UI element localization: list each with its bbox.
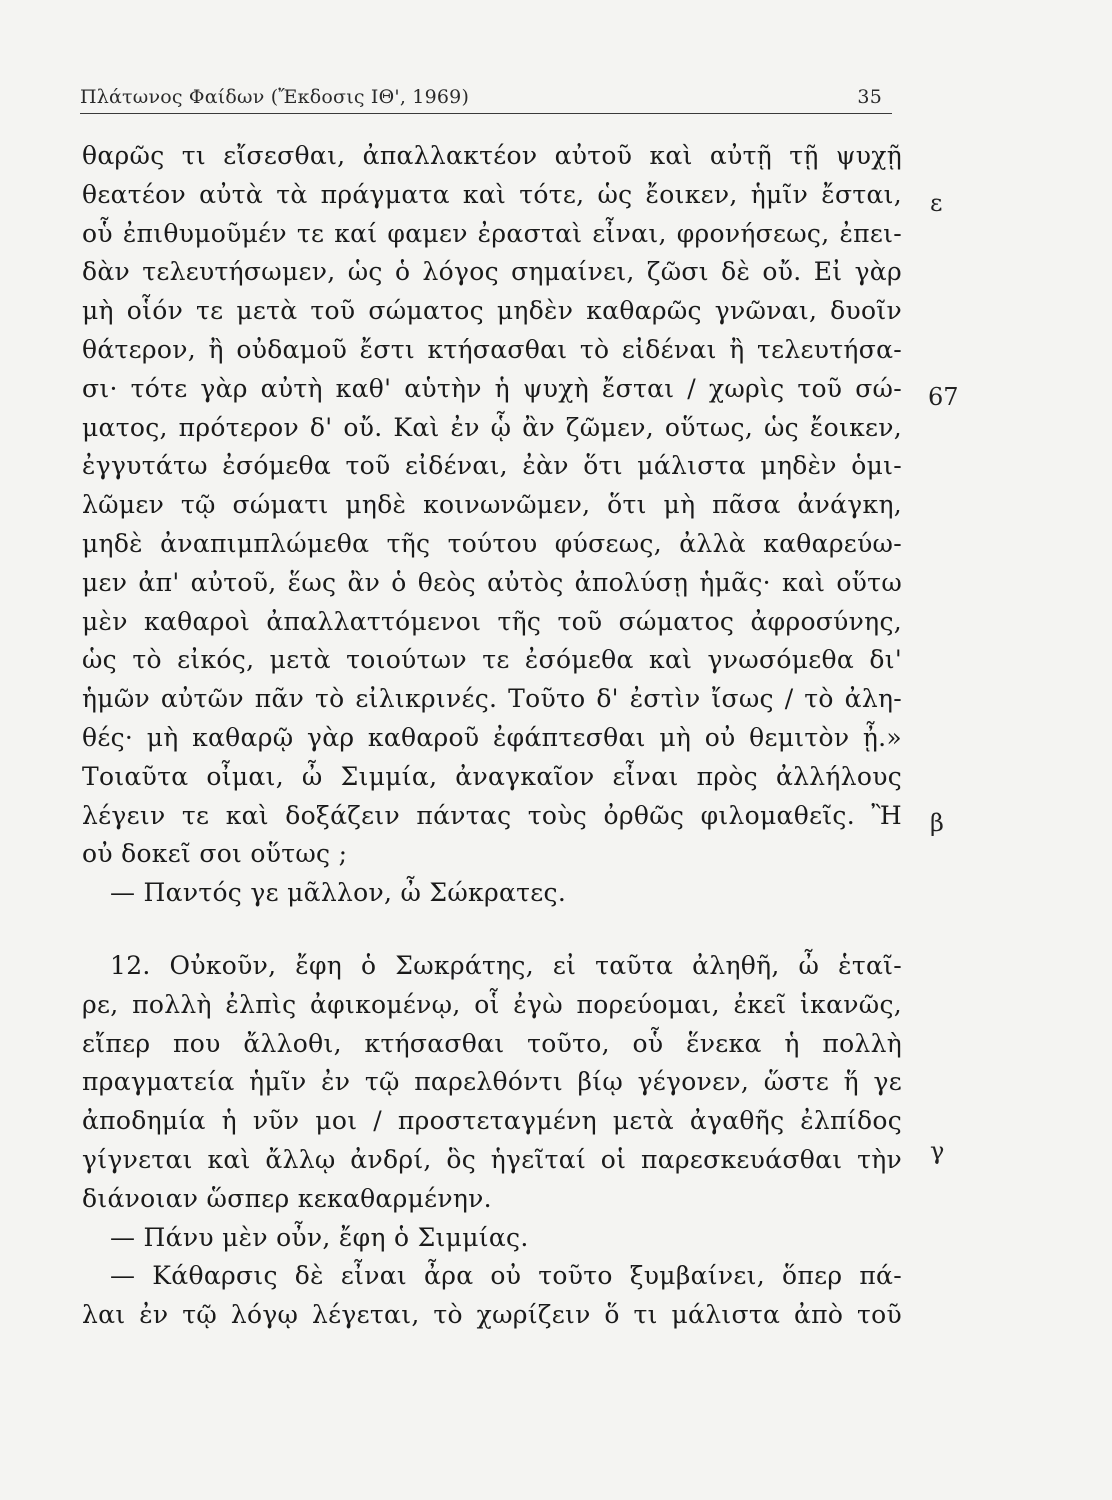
margin-note-g: γ bbox=[930, 1137, 945, 1165]
text-line: Τοιαῦτα οἶμαι, ὦ Σιμμία, ἀναγκαῖον εἶναι πρὸς ἀλλήλους bbox=[82, 761, 902, 791]
text-line: ρε, πολλὴ ἐλπὶς ἀφικομένῳ, οἷ ἐγὼ πορεύομαι, ἐκεῖ ἱκανῶς, bbox=[82, 989, 902, 1019]
text-line: ματος, πρότερον δ' οὔ. Καὶ ἐν ᾧ ἂν ζῶμεν, οὕτως, ὡς ἔοικεν, bbox=[82, 412, 902, 442]
text-line: ἀποδημία ἡ νῦν μοι / προστεταγμένη μετὰ ἀγαθῆς ἐλπίδος bbox=[82, 1106, 902, 1136]
text-line: θάτερον, ἢ οὐδαμοῦ ἔστι κτήσασθαι τὸ εἰδέναι ἢ τελευτήσα- bbox=[82, 334, 902, 364]
text-line: ἐγγυτάτω ἐσόμεθα τοῦ εἰδέναι, ἐὰν ὅτι μάλιστα μηδὲν ὁμι- bbox=[82, 451, 902, 481]
text-line: λέγειν τε καὶ δοξάζειν πάντας τοὺς ὀρθῶς φιλομαθεῖς. Ἢ bbox=[82, 800, 902, 830]
text-line: θεατέον αὐτὰ τὰ πράγματα καὶ τότε, ὡς ἔοικεν, ἡμῖν ἔσται, bbox=[82, 179, 902, 209]
text-line: εἴπερ που ἄλλοθι, κτήσασθαι τοῦτο, οὗ ἕνεκα ἡ πολλὴ bbox=[82, 1028, 902, 1058]
text-line: δὰν τελευτήσωμεν, ὡς ὁ λόγος σημαίνει, ζῶσι δὲ οὔ. Εἰ γὰρ bbox=[82, 257, 902, 287]
text-line: λαι ἐν τῷ λόγῳ λέγεται, τὸ χωρίζειν ὅ τι μάλιστα ἀπὸ τοῦ bbox=[82, 1300, 902, 1330]
running-header bbox=[80, 86, 888, 108]
text-line: θές· μὴ καθαρῷ γὰρ καθαροῦ ἐφάπτεσθαι μὴ οὐ θεμιτὸν ᾖ.» bbox=[82, 722, 902, 752]
text-line: μὲν καθαροὶ ἀπαλλαττόμενοι τῆς τοῦ σώματος ἀφροσύνης, bbox=[82, 606, 902, 636]
text-line: θαρῶς τι εἴσεσθαι, ἀπαλλακτέον αὐτοῦ καὶ αὐτῇ τῇ ψυχῇ bbox=[82, 141, 902, 170]
margin-note-67: 67 bbox=[928, 383, 959, 411]
text-line: — Κάθαρσις δὲ εἶναι ἆρα οὐ τοῦτο ξυμβαίνει, ὅπερ πά- bbox=[110, 1261, 902, 1291]
text-line: γίγνεται καὶ ἄλλῳ ἀνδρί, ὃς ἡγεῖταί οἱ παρεσκευάσθαι τὴν bbox=[82, 1144, 902, 1174]
text-line: ἡμῶν αὐτῶν πᾶν τὸ εἰλικρινές. Τοῦτο δ' ἐστὶν ἴσως / τὸ ἀλη- bbox=[82, 684, 902, 714]
text-line: οὗ ἐπιθυμοῦμέν τε καί φαμεν ἐρασταὶ εἶναι, φρονήσεως, ἐπει- bbox=[82, 218, 902, 248]
body-text bbox=[82, 137, 902, 1335]
text-line: μεν ἀπ' αὐτοῦ, ἕως ἂν ὁ θεὸς αὐτὸς ἀπολύσῃ ἡμᾶς· καὶ οὕτω bbox=[82, 567, 902, 597]
text-line: — Παντός γε μᾶλλον, ὦ Σώκρατες. bbox=[110, 878, 567, 908]
text-line: οὐ δοκεῖ σοι οὕτως ; bbox=[82, 839, 348, 869]
text-line: σι· τότε γὰρ αὐτὴ καθ' αὑτὴν ἡ ψυχὴ ἔσται / χωρὶς τοῦ σώ- bbox=[82, 373, 902, 403]
text-line: ὡς τὸ εἰκός, μετὰ τοιούτων τε ἐσόμεθα καὶ γνωσόμεθα δι' bbox=[82, 645, 902, 675]
running-title: Πλάτωνος Φαίδων (Ἔκδοσις ΙΘ', 1969) bbox=[80, 86, 470, 108]
chapter-12-opening: 12. Οὐκοῦν, ἔφη ὁ Σωκράτης, εἰ ταῦτα ἀληθῆ, ὦ ἑταῖ- bbox=[110, 950, 902, 980]
margin-note-b: β bbox=[930, 809, 944, 837]
text-line: διάνοιαν ὥσπερ κεκαθαρμένην. bbox=[82, 1183, 492, 1213]
text-line: λῶμεν τῷ σώματι μηδὲ κοινωνῶμεν, ὅτι μὴ πᾶσα ἀνάγκη, bbox=[82, 490, 902, 520]
page-number: 35 bbox=[857, 86, 882, 108]
text-line: μὴ οἷόν τε μετὰ τοῦ σώματος μηδὲν καθαρῶς γνῶναι, δυοῖν bbox=[82, 296, 902, 326]
header-rule bbox=[80, 113, 892, 114]
text-line: πραγματεία ἡμῖν ἐν τῷ παρελθόντι βίῳ γέγονεν, ὥστε ἥ γε bbox=[82, 1067, 902, 1097]
margin-note-e: ε bbox=[930, 189, 943, 217]
text-line: — Πάνυ μὲν οὖν, ἔφη ὁ Σιμμίας. bbox=[110, 1222, 529, 1252]
text-line: μηδὲ ἀναπιμπλώμεθα τῆς τούτου φύσεως, ἀλλὰ καθαρεύω- bbox=[82, 528, 902, 558]
